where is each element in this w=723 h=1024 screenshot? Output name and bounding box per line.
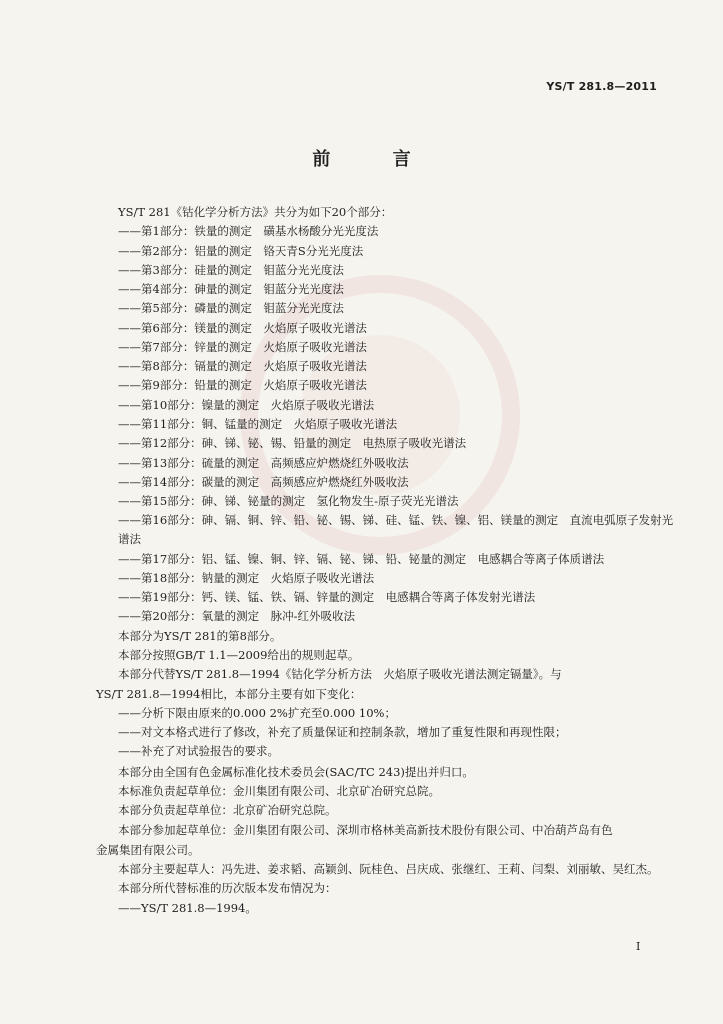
- text-line: ——对文本格式进行了修改，补充了质量保证和控制条款，增加了重复性限和再现性限；: [118, 725, 567, 739]
- text-line: ——第11部分：铜、锰量的测定 火焰原子吸收光谱法: [118, 417, 398, 431]
- text-line: ——第5部分：磷量的测定 钼蓝分光光度法: [118, 301, 344, 315]
- text-line: ——分析下限由原来的0.000 2%扩充至0.000 10%；: [118, 706, 396, 720]
- text-line: 本部分参加起草单位：金川集团有限公司、深圳市格林美高新技术股份有限公司、中冶葫芦岛有色: [118, 823, 613, 837]
- text-line: 本部分负责起草单位：北京矿冶研究总院。: [118, 803, 337, 817]
- text-line: ——第15部分：砷、锑、铋量的测定 氢化物发生-原子荧光光谱法: [118, 494, 459, 508]
- text-line: 本标准负责起草单位：金川集团有限公司、北京矿冶研究总院。: [118, 784, 440, 798]
- text-line: ——第8部分：镉量的测定 火焰原子吸收光谱法: [118, 359, 367, 373]
- text-line: ——第4部分：砷量的测定 钼蓝分光光度法: [118, 282, 344, 296]
- text-line: ——第19部分：钙、镁、锰、铁、镉、锌量的测定 电感耦合等离子体发射光谱法: [118, 590, 536, 604]
- text-line: ——第6部分：镁量的测定 火焰原子吸收光谱法: [118, 321, 367, 335]
- text-line: 本部分为YS/T 281的第8部分。: [118, 629, 282, 643]
- standard-code: YS/T 281.8—2011: [546, 80, 657, 93]
- text-line: ——第3部分：硅量的测定 钼蓝分光光度法: [118, 263, 344, 277]
- page-number: I: [636, 940, 641, 953]
- text-line: ——第7部分：锌量的测定 火焰原子吸收光谱法: [118, 340, 367, 354]
- text-line: ——第10部分：镍量的测定 火焰原子吸收光谱法: [118, 398, 375, 412]
- text-line: ——第13部分：硫量的测定 高频感应炉燃烧红外吸收法: [118, 456, 409, 470]
- text-line: ——第17部分：铝、锰、镍、铜、锌、镉、铋、锑、铅、铋量的测定 电感耦合等离子体质谱法: [118, 552, 605, 566]
- text-line: ——第2部分：铝量的测定 铬天青S分光光度法: [118, 244, 364, 258]
- text-line: ——第16部分：砷、镉、铜、锌、铅、铋、锡、锑、硅、锰、铁、镍、铝、镁量的测定 直流电弧原子发射光: [118, 513, 674, 527]
- text-line: YS/T 281《钴化学分析方法》共分为如下20个部分：: [118, 205, 393, 219]
- text-line: ——第1部分：铁量的测定 磺基水杨酸分光光度法: [118, 224, 379, 238]
- text-line: 谱法: [118, 532, 141, 546]
- text-line: 本部分代替YS/T 281.8—1994《钴化学分析方法 火焰原子吸收光谱法测定镉量》。与: [118, 667, 562, 681]
- text-line: ——第12部分：砷、锑、铋、锡、铅量的测定 电热原子吸收光谱法: [118, 436, 467, 450]
- text-line: 金属集团有限公司。: [96, 843, 200, 857]
- text-line: 本部分所代替标准的历次版本发布情况为：: [118, 881, 337, 895]
- text-line: YS/T 281.8—1994相比，本部分主要有如下变化：: [96, 687, 362, 701]
- text-line: ——第18部分：钠量的测定 火焰原子吸收光谱法: [118, 571, 375, 585]
- text-line: 本部分按照GB/T 1.1—2009给出的规则起草。: [118, 648, 360, 662]
- text-line: ——第20部分：氧量的测定 脉冲-红外吸收法: [118, 609, 356, 623]
- text-line: 本部分由全国有色金属标准化技术委员会(SAC/TC 243)提出并归口。: [118, 765, 474, 779]
- text-line: ——补充了对试验报告的要求。: [118, 744, 279, 758]
- page-title: 前 言: [312, 149, 439, 170]
- text-line: ——YS/T 281.8—1994。: [118, 901, 257, 915]
- text-line: ——第14部分：碳量的测定 高频感应炉燃烧红外吸收法: [118, 475, 409, 489]
- text-line: 本部分主要起草人：冯先进、姜求韬、高颖剑、阮桂色、吕庆成、张继红、王莉、闫梨、刘丽敏、吴红杰。: [118, 862, 659, 876]
- text-line: ——第9部分：铅量的测定 火焰原子吸收光谱法: [118, 378, 367, 392]
